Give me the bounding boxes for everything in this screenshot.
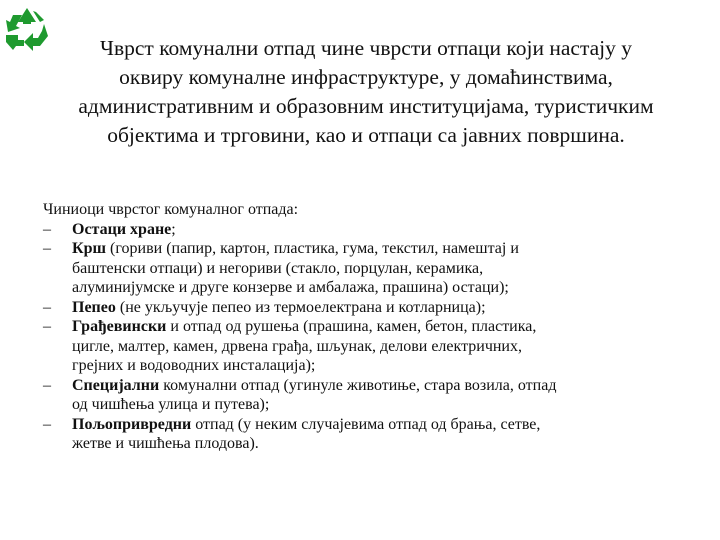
item-term: Крш [72, 240, 107, 257]
item-text: отпад (у неким случајевима отпад од брања, сетве, [191, 415, 541, 433]
list-item [43, 220, 703, 240]
bullet-dash: – [43, 318, 51, 335]
bullet-dash: – [43, 415, 51, 433]
item-text: баштенски отпаци) и негориви (стакло, порцулан, керамика, [72, 259, 484, 277]
title-line: објектима и трговини, као и отпаци са јавних површина. [107, 123, 625, 147]
item-text: комунални отпад (угинуле животиње, стара возила, отпад [159, 376, 557, 394]
item-term: Грађевински [72, 318, 167, 335]
item-text: жетве и чишћења плодова). [72, 435, 259, 452]
item-text: (гориви (папир, картон, пластика, гума, текстил, намештај и [106, 240, 519, 257]
item-text: и отпад од рушења (прашина, камен, бетон, пластика, [166, 318, 537, 335]
bullet-dash: – [43, 240, 51, 257]
item-text: (не укључује пепео из термоелектрана и котларница); [115, 298, 486, 316]
bullet-dash: – [43, 220, 51, 238]
item-term: Пољопривредни [72, 415, 192, 433]
item-term: Пепео [72, 298, 116, 316]
list-item [43, 376, 703, 415]
slide-title [30, 34, 702, 150]
list-item [43, 415, 703, 454]
list-intro: Чиниоци чврстог комуналног отпада: [43, 201, 299, 218]
item-term: Специјални [72, 376, 160, 394]
item-term: Остаци хране [72, 220, 172, 238]
title-line: административним и образовним институцијама, туристичким [78, 94, 654, 118]
title-line: оквиру комуналне инфраструктуре, у домаћинствима, [119, 65, 613, 89]
item-text: цигле, малтер, камен, дрвена грађа, шљунак, делови електричних, [72, 337, 522, 355]
title-line: Чврст комунални отпад чине чврсти отпаци који настају у [100, 36, 632, 60]
list-item [43, 239, 703, 298]
bullet-dash: – [43, 298, 51, 316]
list-item [43, 317, 703, 376]
item-text: грејних и водоводних инсталација); [72, 357, 316, 374]
item-text: од чишћења улица и путева); [72, 396, 270, 413]
bullet-dash: – [43, 376, 51, 394]
item-text: ; [171, 220, 176, 238]
list-item [43, 298, 703, 318]
waste-components-list [43, 220, 703, 454]
item-text: алуминијумске и друге конзерве и амбалажа, прашина) остаци); [72, 279, 509, 296]
